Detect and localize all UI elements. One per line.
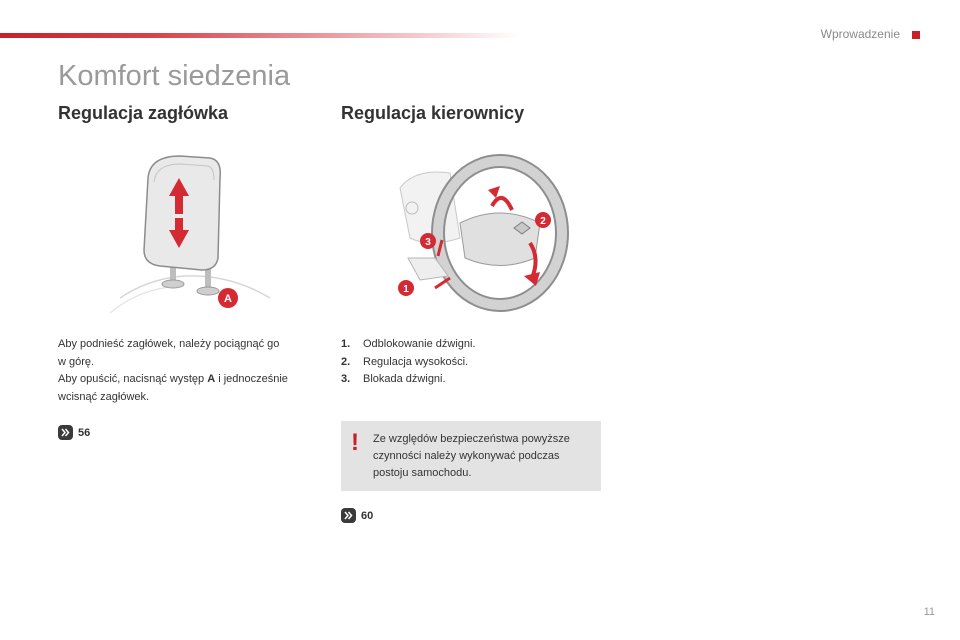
step-text: Regulacja wysokości. [363, 355, 469, 368]
section-label: Wprowadzenie [820, 27, 900, 41]
chevron-right-icon [341, 508, 356, 523]
list-item [341, 336, 591, 354]
step-number: 2. [341, 355, 351, 368]
steering-wheel-illustration [390, 148, 570, 318]
steering-heading: Regulacja kierownicy [341, 103, 525, 123]
reference-number: 60 [361, 509, 374, 522]
step-text: Blokada dźwigni. [363, 373, 446, 385]
warning-line-2: czynności należy wykonywać podczas [373, 450, 560, 462]
list-item [341, 371, 591, 389]
headrest-heading: Regulacja zagłówka [58, 103, 229, 123]
list-item [341, 354, 591, 372]
headrest-illustration [110, 148, 280, 318]
headrest-instructions [58, 336, 328, 406]
step-text: Odblokowanie dźwigni. [363, 338, 476, 350]
section-marker [912, 31, 920, 39]
reference-number: 56 [78, 426, 91, 439]
headrest-line-2: w górę. [58, 355, 95, 368]
headrest-line-3a: Aby opuścić, nacisnąć występ [58, 373, 208, 385]
headrest-line-4: wcisnąć zagłówek. [58, 390, 150, 403]
wheel-label-2: 2 [540, 216, 546, 227]
page-title: Komfort siedzenia [58, 60, 291, 92]
warning-box [341, 421, 601, 491]
page-number: 11 [923, 606, 935, 618]
header-accent-bar [0, 33, 520, 38]
warning-icon: ! [351, 429, 359, 456]
headrest-line-3c: i jednocześnie [215, 373, 288, 385]
chevron-right-icon [58, 425, 73, 440]
warning-line-3: postoju samochodu. [373, 467, 472, 479]
headrest-label-a: A [224, 293, 232, 305]
page-reference-56[interactable] [58, 425, 90, 440]
wheel-label-1: 1 [403, 284, 409, 295]
headrest-line-1: Aby podnieść zagłówek, należy pociągnąć go [58, 338, 280, 350]
warning-line-1: Ze względów bezpieczeństwa powyższe [373, 433, 570, 445]
step-number: 1. [341, 338, 351, 350]
step-number: 3. [341, 373, 351, 385]
page-reference-60[interactable] [341, 508, 373, 523]
wheel-label-3: 3 [425, 237, 431, 248]
headrest-line-3b: A [207, 373, 216, 385]
warning-text [373, 431, 593, 482]
steering-steps [341, 336, 591, 389]
